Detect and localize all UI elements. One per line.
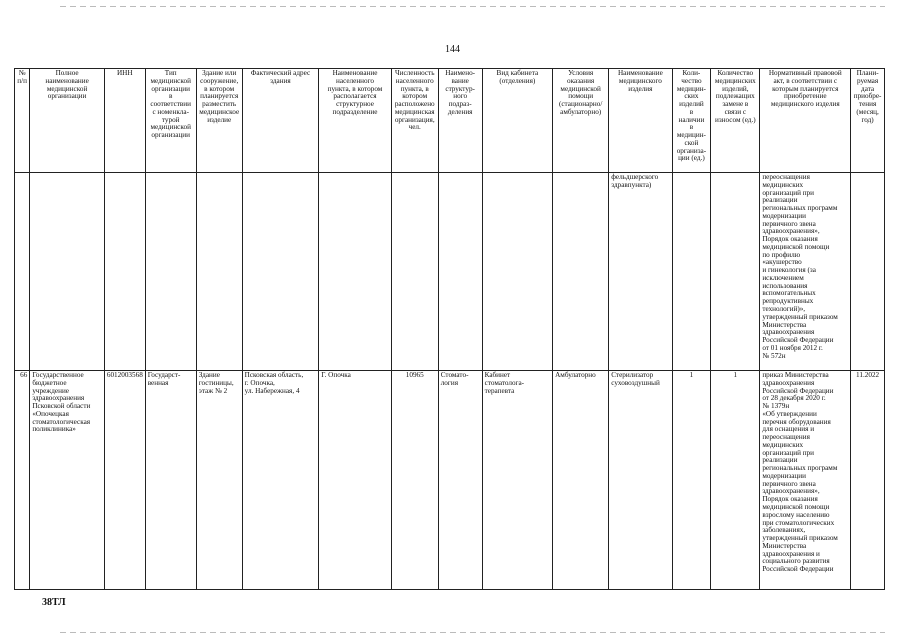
scan-edge-bottom [60,632,885,633]
cell-org-type: Государст- венная [145,371,196,590]
footer-code: 38ТЛ [42,597,66,608]
table-cell [553,173,609,371]
cell-population: 10965 [391,371,438,590]
cell-structural-unit: Стомато- логия [438,371,482,590]
table-cell [482,173,552,371]
column-header-legal-act: Нормативный правовой акт, в соответствии с которым планируется приобретение медицинского изделия [760,69,851,173]
table-cell [145,173,196,371]
column-header-conditions: Условия оказания медицинской помощи (стационарно/ амбулаторно) [553,69,609,173]
column-header-qty-replace: Количество медицинских изделий, подлежащих замене в связи с износом (ед.) [711,69,760,173]
table-cell [438,173,482,371]
column-header-number: № п/п [15,69,30,173]
cell-qty-available: 1 [672,371,711,590]
table-cell [242,173,319,371]
cell-legal-act: приказ Министерства здравоохранения Российской Федерации от 28 декабря 2020 г. № 1379н «Об утверждении перечня оборудования для оснащения и переоснащения медицинских организаций при реализации региональных программ модернизации первичного звена здравоохранения», Порядок оказания медицинской помощи взрослому населению при стоматологических заболеваниях, утвержденный приказом Министерства здравоохранения и социального развития Российской Федерации [760,371,851,590]
column-header-inn: ИНН [104,69,145,173]
column-header-address: Фактический адрес здания [242,69,319,173]
table-cell [672,173,711,371]
cell-planned-date: 11.2022 [851,371,885,590]
table-cell [319,173,392,371]
column-header-cabinet-type: Вид кабинета (отделения) [482,69,552,173]
column-header-org-name: Полное наименование медицинской организации [30,69,105,173]
registry-table [14,68,885,590]
cell-row-number: 66 [15,371,30,590]
table-header-row [15,69,885,173]
cell-device-name-continued: фельдшерского здравпункта) [609,173,672,371]
cell-device-name: Стерилизатор суховоздушный [609,371,672,590]
column-header-locality: Наименование населенного пункта, в котором располагается структурное подразделение [319,69,392,173]
cell-building: Здание гостиницы, этаж № 2 [196,371,242,590]
cell-address: Псковская область, г. Опочка, ул. Набережная, 4 [242,371,319,590]
cell-org-name: Государственное бюджетное учреждение здравоохранения Псковской области «Опочецкая стоматологическая поликлиника» [30,371,105,590]
table-cell [104,173,145,371]
page-number: 144 [445,44,460,55]
table-row [15,371,885,590]
column-header-population: Численность населенного пункта, в котором расположено медицинская организация, чел. [391,69,438,173]
column-header-building: Здание или сооружение, в котором планируется разместить медицинское изделие [196,69,242,173]
column-header-structural-unit: Наимено- вание структур- ного подраз- деления [438,69,482,173]
cell-legal-act-continued: переоснащения медицинских организаций при реализации региональных программ модернизации первичного звена здравоохранения», Порядок оказания медицинской помощи по профилю «акушерство и гинекология (за исключением использования вспомогательных репродуктивных технологий)», утвержденный приказом Министерства здравоохранения Российской Федерации от 01 ноября 2012 г. № 572н [760,173,851,371]
table-row-continuation [15,173,885,371]
column-header-qty-available: Коли- чество медицин- ских изделий в наличии в медицин- ской организа- ции (ед.) [672,69,711,173]
table-cell [851,173,885,371]
column-header-device-name: Наименование медицинского изделия [609,69,672,173]
table-cell [711,173,760,371]
cell-locality: Г. Опочка [319,371,392,590]
cell-inn: 6012003568 [104,371,145,590]
table-cell [30,173,105,371]
table-cell [15,173,30,371]
column-header-planned-date: Плани- руемая дата приобре- тения (месяц, год) [851,69,885,173]
table-cell [391,173,438,371]
cell-conditions: Амбулаторно [553,371,609,590]
column-header-org-type: Тип медицинской организации в соответствии с номенкла- турой медицинской организации [145,69,196,173]
table-cell [196,173,242,371]
cell-cabinet-type: Кабинет стоматолога- терапевта [482,371,552,590]
scan-edge-top [60,6,885,7]
cell-qty-replace: 1 [711,371,760,590]
